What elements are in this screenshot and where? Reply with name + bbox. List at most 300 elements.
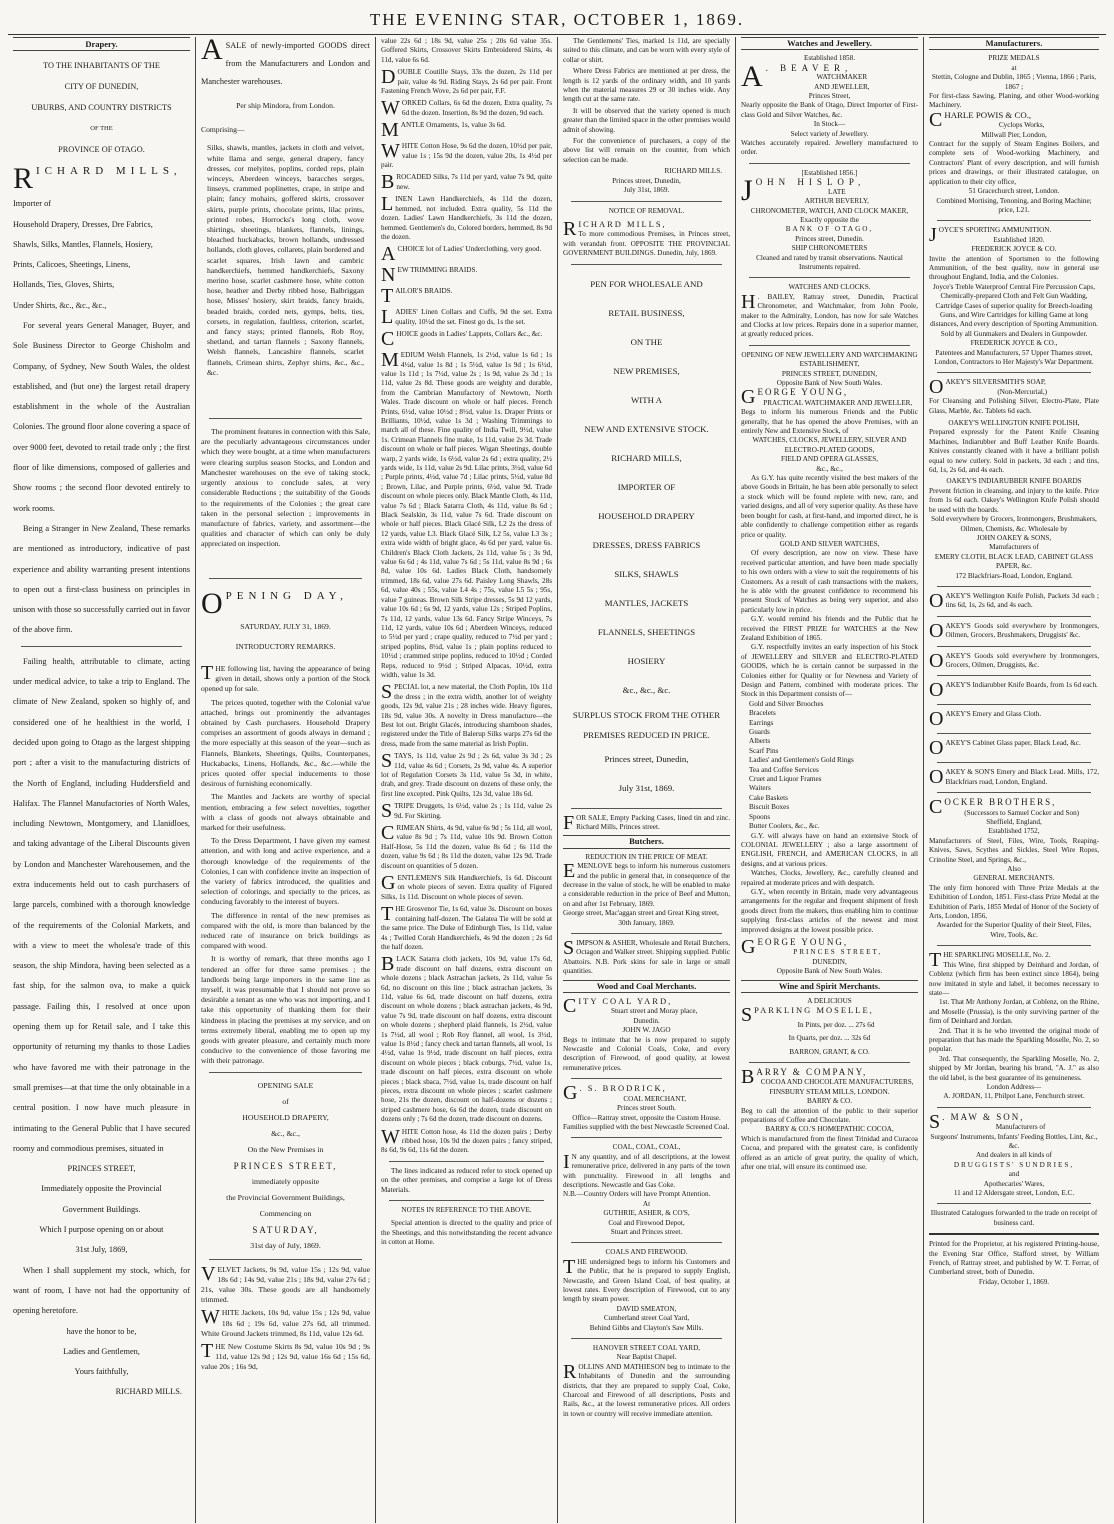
- address-line: Dunedin.: [633, 1016, 660, 1025]
- columns: [8, 37, 1106, 1523]
- oakey-ad: [929, 679, 1099, 702]
- item-text: ENTLEMEN'S Silk Handkerchiefs, 1s 6d. Discount on whole pieces of seven. Extra quality of Figured Silks, 1s 11d. Discount on whole pieces of seven.: [381, 874, 552, 901]
- jewellery-item: Biscuit Boxes: [749, 803, 790, 812]
- paragraph: The difference in rental of the new premises as compared with the old, is more than balanced by the reduced rate of insurance on brick buildings as compared with wood.: [201, 910, 370, 951]
- introductory-heading: INTRODUCTORY REMARKS.: [235, 641, 336, 651]
- column-3: [376, 37, 558, 1523]
- divider: [937, 762, 1091, 763]
- address-line: PRINCES STREET, DUNEDIN,: [781, 369, 878, 378]
- established-line: Established 1858.: [803, 54, 856, 63]
- item-text: N.B.—Country Orders will have Prompt Attention.: [563, 1190, 711, 1199]
- price-item: [381, 328, 552, 351]
- address-line: Millwall Pier, London,: [981, 130, 1047, 139]
- price-item: [381, 142, 552, 170]
- paragraph: The lines indicated as reduced refer to stock opened up on the other premises, and comprise a large lot of Dress Materials.: [381, 1166, 552, 1194]
- drop-cap: W: [381, 140, 400, 163]
- drop-cap: C: [563, 995, 577, 1018]
- item-text: Prepared expressly for the Patent Knife Cleaning Machines, Indiarubber and Buff Leather Knife Boards. Knives constantly cleaned with it have a brilliant polish equal to new cutlery. Sold in packets, 3d each ; and tins, 6d, 1s, 2s 6d, and 4s each.: [929, 428, 1099, 475]
- ad-line: And dealers in all kinds of: [975, 1151, 1053, 1160]
- paragraph: Government Buildings.: [62, 1204, 141, 1214]
- drop-cap: T: [381, 285, 394, 308]
- paragraph: Being a Stranger in New Zealand, These remarks are mentioned as introductory, indicative of past experience and ability warranting present intentions to open out a first-class business on principles in unison with those so successfully carried out in favor of the above firm.: [13, 523, 190, 635]
- item-text: Joyce's Treble Waterproof Central Fire Percussion Caps, Chemically-prepared Cloth and Felt Gun Wadding, Cartridge Cases of superior quality for Breech-loading Guns, and Wire Cartridges for killing Game at long distances, And every description of Sporting Ammunition. Sold by all Gunmakers and Dealers in Gunpowder.: [930, 282, 1098, 338]
- advertiser-name: OCKER BROTHERS,: [944, 797, 1057, 808]
- street-name: PRINCES STREET,: [67, 1164, 136, 1174]
- item-text: PECIAL lot, a new material, the Cloth Poplin, 10s 11d the dress ; in the extra width, another lot of weighty goods, 12s 9d, value 21s ; 28 inches wide. Heavy figures, 18s 9d, value 30s. A novelty in Dress manufacture—the Best lot out. Bright Glacés, introducing shamboon shades, registered under the Title of Balerup Silks warps 27s 6d the dress, made from the same material as Irish Poplin.: [381, 683, 552, 748]
- velvet-jackets: [201, 1262, 370, 1306]
- drop-cap: W: [381, 1125, 400, 1148]
- ad-line: BANK OF OTAGO,: [785, 225, 874, 234]
- divider: [209, 418, 362, 419]
- divider: [209, 578, 362, 579]
- jewellery-item: Gold and Silver Brooches: [749, 699, 824, 708]
- hanover-heading: HANOVER STREET COAL YARD,: [592, 1344, 701, 1353]
- item-text: ROCADED Silks, 7s 11d per yard, value 7s 9d, quite new.: [396, 173, 552, 191]
- item-text: EDIUM Welsh Flannels, 1s 2½d, value 1s 6d ; 1s 4½d, value 1s 8d ; 1s 5½d, value 1s 9d ; 1s 6½d, value 1s 11d ; 1s 7½d, value 2s ; 1s 9d, value 2s 3d ; 1s 11d, value 2s 8d. These goods are weighty and durable, from the Cambrian Manufactory of Newtown, North Wales. Trade discount on whole or half pieces. French Prints, 6½d, value 10½d ; 8½d, value 1s. Draper Prints or Brilliants, 10½d, value 1s 3d ; Washing Trimmings to match all of these. Fine quality of India Twill, 9½d, value 1s. Crimean Flannels fine make, 1s 11d, value 2s 3d. Trade discount on whole or half pieces. Wigan Sheetings, double warp, 2 yards wide, 1s 6½d, value 2s 6d ; extra quality, 2½ yards wide, 1s 11d, value 2s 9d. Lilac prints, 3½d, value 6d ; Purple prints, 4½d, value 7d ; Lilac prints, 5½d, value 8d ; Brown, Lilac, and Purple prints, 6½d, value 9d. Trade discount on whole pieces only. Black Mantle Cloth, 4s 11d, value 7s 6d ; Black Satarra Cloth, 4s 11d, value 8s 6d ; Black Sealskin, 3s 11d, value 7s 6d. Trade discount on whole or half pieces. Black Glacé Silk, L2 2s the dress of 12 yards, value L3. Black Glacé Silk, L2 5s, value L3 3s ; extra wide width of bright glace, 4s 6d per yard, value 6s. Children's Black Cloth Jackets, 2s 11d, value 5s ; 3s 9d, value 6s 6d ; 4s 11d, value 7s 6d ; 5s 11d, value 8s 9d ; 6s 8d, value 10s 6d. Ladies Black Cloth, handsomely trimmed, 18s 6d, value 27s 6d. Paisley Long Shawls, 28s 6d, value 40s ; 55s, value L4 4s ; 75s, value L5 5s ; 95s, value 7 guineas. Brown Silk Stripe dresses, 5s 9d 12 yards, value 10s 6d ; 6s 9d, 12 yards, value 12s ; Striped Poplins, 7s 11d, 12 yards, value 13s 6d. Fancy Stripe Winceys, 7s 11d, 12 yards, value 10s 6d ; Aberdeen Winceys, reduced to 5½d per yard ; crape quality, reduced to 7½d per yard ; striped poplins, 8½d, value 1s ; plain poplins reduced to 10½d ; crammed stripe poplins, reduced to 10½d ; Corded Reps, reduced to 9½d ; Striped Alpacas, 10½d, extra width, value 1s 3d.: [381, 351, 552, 679]
- price-item: [381, 874, 552, 902]
- item-text: LACK Satarra cloth jackets, 10s 9d, value 17s 6d, trade discount on half dozens, extra discount on whole dozens ; black Astrachan jackets, 2s 11d, value 5s 6d, no discount on this line ; black astrachan jackets, 3s 11d, value 6s 6d, trade discount on half dozens, extra discount on whole dozens ; black astrachan jackets, 4s 9d, value 7s 9d, trade discount on half dozens, extra discount on whole dozens ; shepherd plaid flannels, 1s 2½d, value 1s 7½d, all wool ; Rob Roy flannel, all wool, 1s 3½d, value 1s 8½d ; fancy check and tartan flannels, all wool, 1s 4½d, value 1s 9½d, trade discount on half pieces, extra discount on whole pieces ; black coburgs, 7½d, value 1s, trade discount on half pieces, extra discount on whole pieces ; black sbaca, 7½d, value 1s, trade discount on half pieces, extra discount on whole pieces ; scarlet cashmere hose, 21s the dozen, discount on half-dozens or dozens ; striped cashmere hose, 6s 6d the dozen, trade discount on dozens only ; 7s 6d the dozen, trade discount on dozens.: [381, 955, 552, 1124]
- costume-skirts: [201, 1342, 370, 1373]
- section-heading-drapery: Drapery.: [13, 37, 190, 51]
- divider: [937, 945, 1091, 946]
- address-line: Opposite Bank of New South Wales.: [776, 379, 883, 387]
- price-item: [381, 243, 552, 266]
- jewellery-item: Guards: [749, 728, 770, 737]
- goods-line: Shawls, Silks, Mantles, Flannels, Hosiery,: [13, 239, 153, 249]
- drop-cap: F: [563, 811, 575, 834]
- drop-cap: O: [929, 649, 944, 672]
- item-text: AKEY'S Goods sold everywhere by Ironmongers, Grocers, Oilmen, Druggists, &c.: [945, 651, 1099, 669]
- opening-date: SATURDAY, JULY 31, 1869.: [240, 621, 331, 631]
- drop-cap: G: [741, 935, 756, 958]
- advertiser-name: JOHN W. JAGO: [622, 1026, 671, 1035]
- item-text: HE undersigned begs to inform his Customers and the Public, that he is prepared to supply English, Newcastle, and Green Island Coal, of best quality, at lowest rates. Every description of Firewood, cut to any length by steam power.: [563, 1257, 730, 1304]
- ad-line: NEW AND EXTENSIVE STOCK.: [584, 423, 709, 434]
- ad-line: ON THE: [630, 336, 663, 347]
- ship-line: Per ship Mindora, from London.: [236, 101, 335, 110]
- drop-cap: O: [929, 679, 944, 702]
- drop-cap: A: [201, 37, 223, 66]
- drop-cap: N: [381, 264, 396, 287]
- item-text: AKEY & SON'S Emery and Black Lead. Mills, 172, Blackfriars road, London, England.: [945, 768, 1099, 786]
- price-item: [381, 308, 552, 327]
- ad-line: EMERY CLOTH, BLACK LEAD, CABINET GLASS PAPER, &c.: [934, 552, 1094, 571]
- item-text: AKEY'S Goods sold everywhere by Ironmongers, Oilmen, Grocers, Brushmakers, Druggists' &c.: [945, 621, 1099, 640]
- item-text: value 22s 6d ; 18s 9d, value 25s ; 20s 6d value 35s. Goffered Skirts, Crossover Skirts Embroidered Skirts, 4s 11d, value 6s 6d.: [381, 37, 552, 64]
- advertiser-name: PARKLING MOSELLE,: [754, 1005, 874, 1016]
- drop-cap: B: [381, 171, 395, 194]
- address-line: 11 and 12 Aldersgate street, London, E.C.: [953, 1189, 1075, 1198]
- column-5: [736, 37, 924, 1523]
- ad-line: Select variety of Jewellery.: [790, 129, 869, 138]
- divider: [571, 1137, 722, 1138]
- item-text: Watches, Clocks, Jewellery, &c., carefully cleaned and repaired at moderate prices and with despatch.: [741, 869, 918, 887]
- address-line: UBURBS, AND COUNTRY DISTRICTS: [31, 103, 172, 113]
- drop-cap: W: [201, 1306, 220, 1329]
- item-text: G.Y. respectfully invites an early inspection of his Stock of JEWELLERY and SILVER and ELECTRO-PLATED GOODS, which he is certain cannot be surpassed in the Colonies either for Quality or for Newness and Variety of Design and Pattern, combined with moderate prices. The Stock in this Department consists of—: [741, 643, 918, 699]
- item-text: Sold everywhere by Grocers, Ironmongers, Brushmakers, Oilmen, Chemists, &c. Wholesale by: [931, 515, 1097, 533]
- divider: [389, 1161, 544, 1162]
- ad-line: Stettin, Cologne and Dublin, 1865 ; Vienna, 1866 ; Paris, 1867 ;: [931, 73, 1097, 91]
- jewellery-item: Waiters: [749, 784, 771, 793]
- ad-line: Also: [1007, 865, 1021, 874]
- item-text: For Cleansing and Polishing Silver, Electro-Plate, Plate Glass, Marble, &c. Tablets 6d each.: [929, 397, 1099, 415]
- paragraph: have the honor to be,: [66, 1326, 137, 1336]
- ad-line: DRUGGISTS' SUNDRIES,: [953, 1160, 1075, 1169]
- sale-line: &c., &c.,: [271, 1128, 300, 1138]
- divider: [937, 704, 1091, 705]
- address-line: Princes Street,: [808, 92, 851, 101]
- paragraph-with-dropcap: [201, 661, 370, 695]
- divider: [21, 646, 182, 647]
- ad-line: GOLD AND SILVER WATCHES,: [779, 539, 880, 548]
- item-text: . BAILEY, Rattray street, Dunedin, Practical Chronometer, and Watchmaker, from John Poole, maker to the Admiralty, London, has now for sale Watches and Clocks at low prices. Repairs done in a superior manner, at greatly reduced prices.: [741, 292, 918, 339]
- paragraph: Where Dress Fabrics are mentioned at per dress, the length is 12 yards of the ordinary width, and 10 yards when the material measures 29 or 30 inches wide. Any length cut at the same rate.: [563, 67, 730, 104]
- item-text: Manufacturers of Steel, Files, Wire, Tools, Reaping-Knives, Saws, Scythes and Sickles, Steel Wire Ropes, Crinoline Steel, and Springs, &c.,: [929, 836, 1099, 864]
- drop-cap: T: [929, 949, 942, 972]
- divider: [937, 1203, 1091, 1204]
- simpson-asher-ad: [563, 939, 730, 977]
- ad-line: RICHARD MILLS,: [611, 452, 682, 463]
- ad-line: WITH A: [630, 394, 663, 405]
- opening-day-heading: [201, 586, 370, 620]
- brodrick-ad: [563, 1084, 730, 1132]
- price-item: [381, 195, 552, 242]
- ad-line: WATCHES, CLOCKS, JEWELLERY, SILVER AND ELECTRO-PLATED GOODS,: [752, 436, 907, 454]
- comprising-label: Comprising—: [201, 125, 245, 135]
- item-text: EW TRIMMING BRAIDS.: [397, 266, 478, 275]
- coals-heading: COALS AND FIREWOOD.: [605, 1248, 688, 1257]
- removal-heading: NOTICE OF REMOVAL.: [608, 206, 685, 215]
- divider: [571, 264, 722, 265]
- ad-line: FIELD AND OPERA GLASSES,: [780, 455, 879, 464]
- advertiser-name: JOHN OAKEY & SONS,: [976, 533, 1052, 542]
- item-text: Begs to inform his numerous Friends and the Public generally, that he has opened the above Premises, with an entirely New and Extensive Stock, of: [741, 408, 918, 436]
- price-item: [381, 264, 552, 287]
- address-line: George street, Mac'aggan street and Great King street,: [563, 909, 719, 918]
- ad-line: SURPLUS STOCK FROM THE OTHER PREMISES REDUCED IN PRICE.: [572, 709, 721, 740]
- advertiser-name: OYCE'S SPORTING AMMUNITION.: [938, 226, 1052, 235]
- address-line: DUNEDIN,: [812, 957, 847, 966]
- ad-line: CHRONOMETER, WATCH, AND CLOCK MAKER,: [750, 206, 909, 215]
- item-text: To more commodious Premises, in Princes street, with verandah front. OPPOSITE THE PROVINCIAL GOVERNMENT BUILDINGS. Dunedin, July, 1869.: [563, 230, 730, 258]
- item-text: 3rd. That consequently, the Sparkling Moselle, No. 2, shipped by Mr Jordan, bearing his brand, "A. J." as also the old label, is the best guarantee of its genuineness.: [929, 1054, 1099, 1082]
- removal-notice: [563, 217, 730, 259]
- sale-line: the Provincial Government Buildings,: [226, 1192, 345, 1202]
- advertiser-name: . BEAVER,: [765, 62, 853, 73]
- drop-cap: J: [741, 174, 753, 208]
- opening-day-title: PENING DAY,: [225, 589, 348, 602]
- column-1: [8, 37, 196, 1523]
- paragraph: For the convenience of purchasers, a copy of the above list will remain on the counter, from which selection can be made.: [563, 137, 730, 164]
- ad-line: GENERAL MERCHANTS.: [973, 874, 1055, 883]
- item-text: HITE Jackets, 10s 9d, value 15s ; 12s 9d, value 18s 6d ; 19s 6d, value 27s 6d, all trimmed. White Ground Jackets trimmed, 8s 11d, value 12s 6d.: [201, 1308, 370, 1338]
- ad-line: COCOA AND CHOCOLATE MANUFACTURERS,: [760, 1078, 914, 1087]
- oakey-ad: [929, 768, 1099, 787]
- drop-cap: S: [381, 750, 393, 773]
- joyce-ad: [929, 226, 1099, 367]
- moselle-jordan-ad: [929, 951, 1099, 1102]
- drop-cap: B: [741, 1066, 755, 1089]
- advertiser-name: BARRON, GRANT, & CO.: [789, 1047, 870, 1056]
- ad-line: Princes street, Dunedin,: [604, 753, 689, 764]
- drop-cap: O: [201, 586, 223, 620]
- price-item: [381, 752, 552, 799]
- price-list: [381, 37, 552, 1156]
- item-text: Nearly opposite the Bank of Otago, Direct Importer of First-class Gold and Silver Watches, &c.: [741, 101, 918, 119]
- ad-line: PRIZE MEDALS: [988, 54, 1040, 63]
- price-item: [381, 119, 552, 142]
- ad-line: FREDERICK JOYCE & CO.,: [970, 339, 1058, 348]
- paragraph: When I shall supplement my stock, which, for want of room, I have not had the opportunity of opening heretofore.: [13, 1265, 190, 1316]
- ad-line: Manufacturers of: [989, 543, 1039, 552]
- jewellery-item: Tea and Coffee Services: [749, 765, 819, 774]
- ad-line: Apothecaries' Wares,: [983, 1179, 1045, 1188]
- advertiser-name: ITY COAL YARD,: [578, 996, 673, 1007]
- address-line: Behind Gibbs and Clayton's Saw Mills.: [589, 1323, 704, 1332]
- address-line: PROVINCE OF OTAGO.: [58, 145, 145, 155]
- masthead: THE EVENING STAR, OCTOBER 1, 1869.: [8, 6, 1106, 35]
- drop-cap: R: [563, 217, 577, 240]
- new-premises-ad: [563, 270, 730, 803]
- address-line: Stuart and Princes street.: [610, 1227, 683, 1236]
- address-block: [13, 55, 190, 160]
- menlove-ad: [563, 862, 730, 928]
- item-text: Begs to intimate that he is now prepared to supply Newcastle and Colonial Coals, Coke, and every description of Firewood, of good quality, at lowest remunerative prices.: [563, 1035, 730, 1072]
- city-coal-yard-ad: [563, 997, 730, 1073]
- advertiser-name: HE SPARKLING MOSELLE, No. 2.: [943, 951, 1051, 960]
- sale-intro-text: SALE of newly-imported GOODS direct from the Manufacturers and London and Manchester warehouses.: [201, 41, 370, 86]
- goods-line: Under Shirts, &c., &c., &c.,: [13, 300, 107, 310]
- address-line: Princes street South.: [617, 1104, 676, 1113]
- price-line: In Pints, per doz. ... 27s 6d: [797, 1020, 875, 1029]
- item-text: AKEY'S Emery and Glass Cloth.: [945, 710, 1042, 719]
- advertiser-name: EORGE YOUNG,: [757, 387, 849, 398]
- drop-cap: R: [13, 162, 34, 196]
- goods-line: Household Drapery, Dresses, Dre Fabrics,: [13, 219, 153, 229]
- divider: [937, 220, 1091, 221]
- address-line: Patentees and Manufacturers, 57 Upper Thames street, London, Contractors to Her Majesty's War Department.: [934, 348, 1094, 366]
- drop-cap: C: [929, 796, 943, 819]
- drop-cap: G: [563, 1082, 578, 1105]
- drop-cap: O: [929, 619, 944, 642]
- ad-line: Coal and Firewood Depot,: [608, 1218, 685, 1227]
- ad-line: (Non-Mercurial,): [997, 387, 1048, 396]
- signature: RICHARD MILLS.: [664, 167, 722, 176]
- divider: [937, 792, 1091, 793]
- paragraph: The Gentlemens' Ties, marked 1s 11d, are specially suited to this climate, and can be worn with every style of collar or shirt.: [563, 37, 730, 64]
- advertiser-name: . MAW & SON,: [942, 1111, 1025, 1122]
- paragraph: To the Dress Department, I have given my earnest attention, and with long and active experience, and a thorough knowledge of the requirements of the Colonies, I can with confidence invite an inspection of the variety of fabrics introduced, the qualities and selection of colorings, and specially to the prices, as conducing favorably to the interest of buyers.: [201, 836, 370, 907]
- sale-line: On the New Premises in: [247, 1144, 324, 1154]
- column-2: [196, 37, 376, 1523]
- ad-line: MANTLES, JACKETS: [604, 597, 689, 608]
- section-heading-watches: Watches and Jewellery.: [741, 37, 918, 50]
- ad-line: Cyclops Works,: [998, 121, 1045, 130]
- item-text: The only firm honored with Three Prize Medals at the Exhibition of London, 1851. First-class Prize Medal at the Exhibition of Paris, 1855 Medal of Honor of the Society of Arts, London, 1856,: [929, 883, 1099, 921]
- ad-line: Sheffield, England,: [986, 818, 1042, 826]
- advertiser-name: DAVID SMEATON,: [616, 1304, 677, 1313]
- moselle-ad: [741, 1006, 918, 1057]
- item-text: ADIES' Linen Collars and Cuffs, 9d the set. Extra quality, 10½d the set. Finest go ds, 1s the set.: [395, 308, 552, 326]
- jewellery-item: Cake Baskets: [749, 793, 788, 802]
- sale-intro: [201, 37, 370, 91]
- drop-cap: T: [201, 661, 214, 684]
- jewellery-item: Scarf Pins: [749, 746, 779, 755]
- item-text: HITE Cotton Hose, 9s 6d the dozen, 10½d per pair, value 1s ; 15s 9d the dozen, value 20s, 1s 4½d per pair.: [381, 142, 552, 170]
- price-item: [381, 905, 552, 952]
- date-line: 30th January, 1869.: [618, 918, 675, 927]
- item-text: Combined Mortising, Tenoning, and Boring Machine; price, L21.: [936, 196, 1092, 214]
- signature: RICHARD MILLS.: [115, 1387, 182, 1397]
- address-line: Near Baptist Chapel.: [616, 1353, 677, 1362]
- price-item: [381, 285, 552, 308]
- item-text: This Wine, first shipped by Deinhard and Jordan, of Coblenz (which firm has been extinct since 1864), being now imitated in style and label, it becomes necessary to state—: [929, 960, 1099, 997]
- price-item: [381, 37, 552, 65]
- paragraph: HE following list, having the appearance of being given in detail, shows only a portion of the Stock opened up for sale.: [201, 663, 370, 694]
- drop-cap: S: [563, 937, 575, 959]
- oakey-soap-ad: [929, 378, 1099, 416]
- drop-cap: C: [381, 822, 395, 845]
- paragraph: The prominent features in connection with this Sale, are the peculiarly advantageous circumstances under which they were bought, at a time when manufacturers were clearing surplus season Stocks, and London and Manchester warehouses on the eve of taking stock, urgently anxious to conclude sales, at very considerable Reductions ; the suitability of the Goods to the requirements of the Colonies ; the great care taken in the personal selection ; improvements in manufacture of fabrics, variety, and assortment—the qualities and character of which can only be duly appreciated on inspection.: [201, 427, 371, 549]
- advertiser-name: . S. BRODRICK,: [579, 1083, 667, 1094]
- jewellery-item: Cruet and Liquor Frames: [749, 775, 822, 784]
- drop-cap: W: [381, 97, 400, 120]
- coal-heading: COAL, COAL, COAL,: [612, 1143, 681, 1152]
- ad-line: London Address—: [986, 1082, 1042, 1091]
- jewellery-item: Butter Coolers, &c., &c.: [749, 822, 820, 831]
- drop-cap: O: [929, 708, 944, 731]
- item-text: AKEY'S Cabinet Glass paper, Black Lead, &c.: [945, 739, 1081, 748]
- divider: [749, 345, 910, 346]
- price-item: [381, 351, 552, 680]
- divider: [937, 372, 1091, 373]
- divider: [209, 1072, 362, 1073]
- ad-line: Established 1752,: [988, 827, 1040, 836]
- item-text: Cleaned and rated by transit observations. Nautical Instruments repaired.: [756, 253, 903, 271]
- drop-cap: M: [381, 349, 399, 372]
- address-line: July 31st, 1869.: [623, 186, 670, 195]
- column-4: [558, 37, 736, 1523]
- mills-goods: [13, 194, 190, 316]
- drop-cap: R: [563, 1360, 577, 1383]
- item-text: OUBLE Coutille Stays, 33s the dozen, 2s 11d per pair, value 4s 9d. Riding Stays, 2s 6d per pair. Front Fastening French Wove, 2s 6d per pair, F.F.: [381, 68, 552, 96]
- price-item: [381, 173, 552, 192]
- item-text: For first-class Sawing, Planing, and other Wood-working Machinery.: [929, 92, 1099, 110]
- item-text: MENLOVE begs to inform his numerous customers and the public in general that, in consequence of the decrease in the value of stock, he will be enabled to make a considerable reduction in the price of Beef and Mutton, on and after 1st February, 1869.: [563, 862, 730, 908]
- price-item: [381, 955, 552, 1124]
- ad-line: FLANNELS, SHEETINGS: [597, 626, 696, 637]
- divider: [571, 933, 722, 934]
- maw-ad: [929, 1110, 1099, 1199]
- price-item: [381, 99, 552, 118]
- oakey-ad: [929, 708, 1099, 731]
- drop-cap: A: [741, 59, 763, 93]
- price-item: [381, 824, 552, 871]
- advertiser-name: ARRY & COMPANY,: [756, 1067, 868, 1078]
- paragraph: Failing health, attributable to climate, acting under medical advice, to take a trip to England. The climate of New Zealand, spoken so highly of, and considered one of he healthiest in the world, I decided upon going to Otago as the largest shipping port ; after a visit to the manufacturing districts of the North of England, including Huddersfield and Halifax. The Flannel Manufactories of North Wales, including Newtown, Montgomery, and Llanidloes, and taking advantage of the Liberal Discounts given by London and Manchester Warehousemen, and the extra inducements held out to cash purchasers of large parcels, combined with a thorough knowledge of the requirements of the Colonial Markets, and with a view to meet the wholesa'e trade of this season, the ship Mindora, having been selected as a fast ship, for the salmon ova, to make a quick passage. Failing this, I resolved at once upon opening them up for Retail sale, and I take this opportunity of returning my thanks to those Ladies who have favored me with their patronage in the small premises—at that time the only obtainable in a central position. I now have much pleasure in intimating to the General Public that I have secured roomy and commodious premises, situated in: [13, 656, 190, 1153]
- george-young-signature: [741, 935, 918, 977]
- jewellery-item: Ladies' and Gentlemen's Gold Rings: [749, 756, 854, 765]
- item-text: G.Y. would remind his friends and the Public that he received the FIRST PRIZE for WATCHES at the New Zealand Exhibition of 1865.: [741, 615, 918, 642]
- paragraph: 31st July, 1869,: [75, 1245, 128, 1255]
- paragraph: Ladies and Gentlemen,: [63, 1346, 140, 1356]
- oakey-ad: [929, 589, 1099, 612]
- opening-sale-block: [201, 1078, 370, 1254]
- packing-cases-ad: [563, 811, 730, 834]
- section-heading-wood-coal: Wood and Coal Merchants.: [563, 980, 730, 993]
- sale-line: HOUSEHOLD DRAPERY,: [242, 1112, 329, 1122]
- mills-name: ICHARD MILLS,: [36, 165, 182, 178]
- ad-line: (Successors to Samuel Cocker and Son): [964, 808, 1080, 817]
- item-text: OR SALE, Empty Packing Cases, lined tin and zinc. Richard Mills, Princes street.: [576, 813, 730, 831]
- oakey-ad: [929, 619, 1099, 642]
- item-text: Contract for the supply of Steam Engines Boilers, and complete sets of Wood-working Machinery, and Contractors' Plant of every description, and will furnish prices and drawings, or their illustrated catalogue, on application to their city office,: [929, 140, 1099, 186]
- divider: [389, 1200, 544, 1201]
- notes-heading: NOTES IN REFERENCE TO THE ABOVE.: [401, 1206, 532, 1215]
- divider: [749, 277, 910, 278]
- ad-line: &c., &c., &c.: [622, 684, 671, 695]
- price-item: [381, 683, 552, 749]
- item-text: Illustrated Catalogues forwarded to the trade on receipt of business card.: [930, 1209, 1098, 1227]
- paragraph: Which I purpose opening on or about: [39, 1225, 164, 1235]
- divider: [937, 586, 1091, 587]
- ad-line: and: [1008, 1170, 1020, 1179]
- drop-cap: C: [929, 108, 943, 131]
- drop-cap: B: [381, 953, 395, 976]
- item-text: ORKED Collars, 6s 6d the dozen, Extra quality, 7s 6d the dozen. Insertion, 8s 9d the dozen, 9d each.: [401, 99, 552, 117]
- item-text: As G.Y. has quite recently visited the best makers of the above Goods in Britain, he has been able personally to select a stock which will be found replete with new, rare, and varied designs, and all of very superior quality. As these have been bought for cash, at first-hand, and imported direct, he is able confidently to challenge competition either as regards price or quality.: [741, 474, 918, 539]
- drop-cap: T: [201, 1340, 214, 1363]
- ad-line: FINSBURY STEAM MILLS, LONDON.: [769, 1087, 890, 1096]
- divider: [937, 733, 1091, 734]
- ad-line: In Stock—: [813, 120, 846, 129]
- item-text: Surgeons' Instruments, Infants' Feeding Bottles, Lint, &c., &c.: [930, 1132, 1098, 1150]
- item-text: AKEY'S Indiarubber Knife Boards, from 1s 6d each.: [945, 681, 1098, 690]
- address-line: Opposite Bank of New South Wales.: [776, 967, 883, 976]
- divider: [937, 646, 1091, 647]
- address-line: Princes street, Dunedin.: [795, 234, 864, 243]
- drop-cap: L: [381, 306, 394, 329]
- jewellery-list: [741, 700, 918, 832]
- jewellery-item: Alberts: [749, 737, 771, 746]
- ad-line: Established 1820.: [993, 235, 1045, 244]
- paragraph: Immediately opposite the Provincial: [41, 1184, 162, 1194]
- item-text: Invite the attention of Sportsmen to the following Ammunition, of the best quality, now in general use throughout England, India, and the Colonies.: [929, 254, 1099, 282]
- ad-line: DRESSES, DRESS FABRICS: [592, 539, 701, 550]
- item-text: IMPSON & ASHER, Wholesale and Retail Butchers, Octagon and Walker street. Shipping supplied. Public Abattoirs. N.B. Pork skins for sale in large or small quantities.: [563, 939, 730, 976]
- jewellery-item: Bracelets: [749, 709, 776, 718]
- item-text: Beg to call the attention of the public to their superior preparations of Coffee and Chocolate.: [741, 1106, 918, 1125]
- address-line: OF THE: [90, 125, 113, 133]
- item-text: N any quantity, and of all descriptions, at the lowest remunerative price, delivered in any parts of the town with punctuality. Firewood in all lengths and descriptions. Newcastle and Gas Coke.: [563, 1152, 730, 1189]
- sale-line: of: [282, 1096, 289, 1106]
- cocker-ad: [929, 798, 1099, 940]
- price-line: In Quarts, per doz. ... 32s 6d: [788, 1034, 871, 1043]
- item-text: AILOR'S BRAIDS.: [395, 287, 453, 296]
- oakey-ad: [929, 737, 1099, 760]
- paragraph: Yours faithfully,: [74, 1367, 129, 1377]
- item-text: G.Y. will always have on hand an extensive Stock of COLONIAL JEWELLERY ; also a large assortment of ENGLISH, FRENCH, and AMERICAN CLOCKS, in all designs, and at various prices.: [741, 831, 918, 868]
- address-line: CITY OF DUNEDIN,: [64, 82, 139, 92]
- divider: [571, 1242, 722, 1243]
- drop-cap: S: [381, 800, 393, 823]
- ad-line: Exactly opposite the: [800, 215, 859, 224]
- drop-cap: V: [201, 1262, 216, 1285]
- address-line: A. JORDAN, 11, Philpot Lane, Fenchurch street.: [943, 1092, 1085, 1101]
- drop-cap: T: [381, 903, 394, 926]
- section-heading-wine: Wine and Spirit Merchants.: [741, 980, 918, 993]
